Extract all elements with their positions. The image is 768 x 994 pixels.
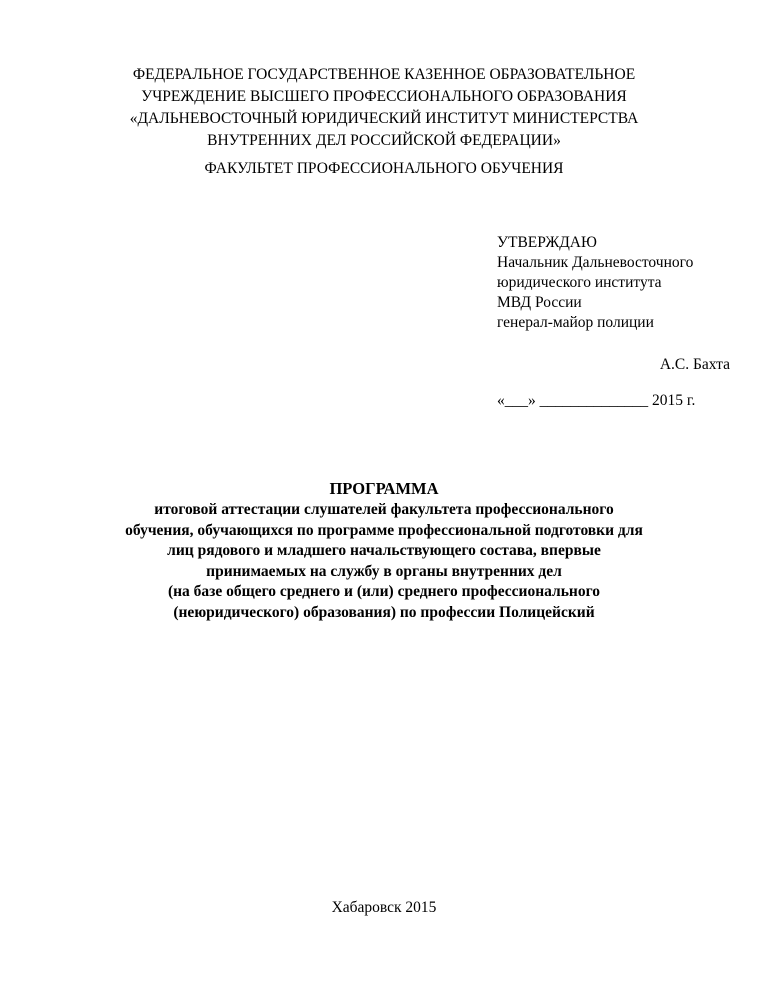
approval-line: юридического института xyxy=(497,274,662,291)
program-description-line: (неюридического) образования) по профессии Полицейский xyxy=(173,603,595,621)
program-description-line: (на базе общего среднего и (или) среднего профессионального xyxy=(167,583,601,600)
city-year: Хабаровск 2015 xyxy=(331,899,437,916)
program-block xyxy=(0,478,768,623)
program-description-line: принимаемых на службу в органы внутренних дел xyxy=(206,562,562,580)
header-line: УЧРЕЖДЕНИЕ ВЫСШЕГО ПРОФЕССИОНАЛЬНОГО ОБРАЗОВАНИЯ xyxy=(141,88,627,105)
approval-heading: УТВЕРЖДАЮ xyxy=(497,234,597,251)
faculty-name: ФАКУЛЬТЕТ ПРОФЕССИОНАЛЬНОГО ОБУЧЕНИЯ xyxy=(204,160,564,177)
program-description-line: лиц рядового и младшего начальствующего состава, впервые xyxy=(167,542,601,559)
program-description-line: обучения, обучающихся по программе профессиональной подготовки для xyxy=(125,521,643,539)
signer-name: А.С. Бахта xyxy=(659,356,730,373)
approval-date: «___» ______________ 2015 г. xyxy=(497,392,696,409)
header-line: ВНУТРЕННИХ ДЕЛ РОССИЙСКОЙ ФЕДЕРАЦИИ» xyxy=(207,132,561,149)
institution-header xyxy=(0,64,768,152)
approval-block xyxy=(497,233,737,333)
program-title: ПРОГРАММА xyxy=(329,479,439,498)
header-line: «ДАЛЬНЕВОСТОЧНЫЙ ЮРИДИЧЕСКИЙ ИНСТИТУТ МИНИСТЕРСТВА xyxy=(129,110,639,127)
approval-line: Начальник Дальневосточного xyxy=(497,254,694,271)
approval-line: генерал-майор полиции xyxy=(497,314,654,331)
approval-line: МВД России xyxy=(497,294,582,311)
program-description-line: итоговой аттестации слушателей факультета профессионального xyxy=(154,501,614,518)
header-line: ФЕДЕРАЛЬНОЕ ГОСУДАРСТВЕННОЕ КАЗЕННОЕ ОБРАЗОВАТЕЛЬНОЕ xyxy=(132,66,636,83)
